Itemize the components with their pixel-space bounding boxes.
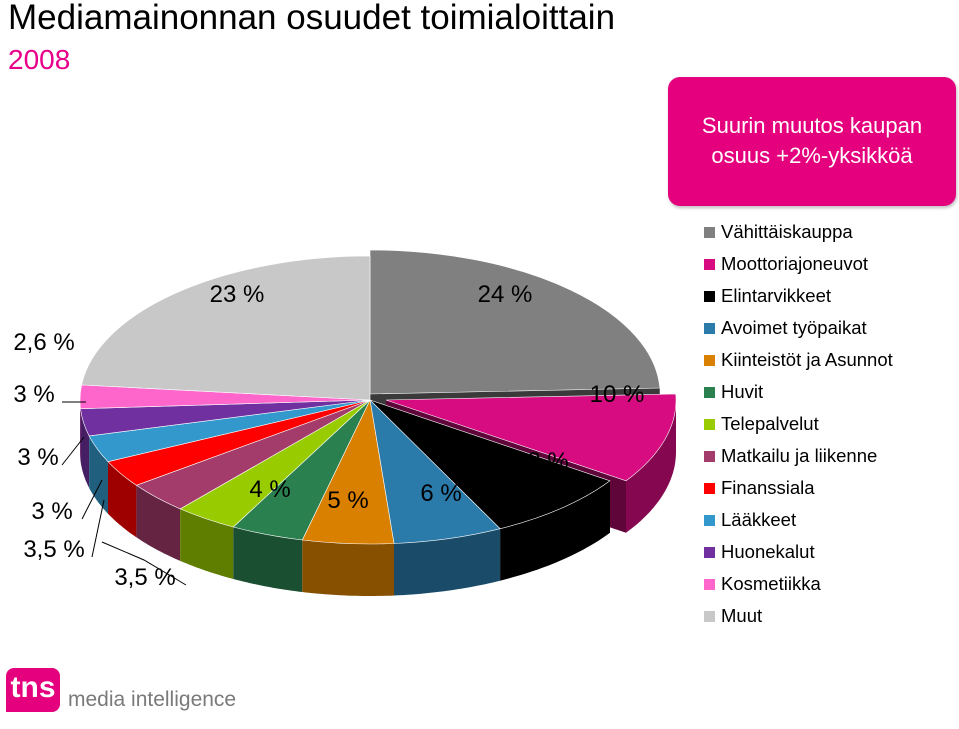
- legend-item: [704, 216, 893, 248]
- tns-logo-mark: tns: [6, 668, 60, 712]
- legend-swatch: [704, 579, 715, 590]
- page-title: Mediamainonnan osuudet toimialoittain: [8, 0, 616, 37]
- legend-label: Moottoriajoneuvot: [721, 253, 869, 274]
- legend-item: [704, 568, 893, 600]
- legend-label: Vähittäiskauppa: [721, 221, 853, 242]
- legend-swatch: [704, 483, 715, 494]
- legend-label: Telepalvelut: [721, 413, 819, 434]
- legend-swatch: [704, 387, 715, 398]
- legend-item: [704, 504, 893, 536]
- legend-item: [704, 440, 893, 472]
- legend-item: [704, 408, 893, 440]
- data-label-5: 4 %: [249, 476, 291, 503]
- data-label-0: 24 %: [477, 281, 533, 308]
- legend-label: Kosmetiikka: [721, 573, 821, 594]
- data-label-4: 5 %: [327, 487, 369, 514]
- legend-swatch: [704, 611, 715, 622]
- year-subtitle: 2008: [8, 44, 71, 75]
- legend-label: Kiinteistöt ja Asunnot: [721, 349, 893, 370]
- legend-swatch: [704, 547, 715, 558]
- legend-label: Avoimet työpaikat: [721, 317, 867, 338]
- data-label-9: 3 %: [17, 444, 59, 471]
- data-label-10: 3 %: [13, 381, 55, 408]
- legend-label: Matkailu ja liikenne: [721, 445, 878, 466]
- legend-swatch: [704, 419, 715, 430]
- pie-slice-v-hitt-iskauppa: [370, 250, 660, 394]
- legend-swatch: [704, 355, 715, 366]
- legend-item: [704, 344, 893, 376]
- callout-line-2: osuus +2%-yksikköä: [711, 143, 913, 168]
- legend-swatch: [704, 515, 715, 526]
- legend-swatch: [704, 227, 715, 238]
- data-label-3: 6 %: [420, 480, 462, 507]
- callout-line-1: Suurin muutos kaupan: [701, 113, 923, 138]
- legend-label: Elintarvikkeet: [721, 285, 832, 306]
- chart-legend: [704, 216, 893, 632]
- data-label-11: 2,6 %: [13, 329, 75, 356]
- pie-slice-muut: [82, 256, 370, 400]
- data-label-8: 3 %: [31, 498, 73, 525]
- pie-side-4: [302, 540, 394, 596]
- data-label-2: 8 %: [527, 448, 569, 475]
- legend-label: Huonekalut: [721, 541, 815, 562]
- tns-logo-text: media intelligence: [68, 688, 237, 711]
- legend-label: Muut: [721, 605, 763, 626]
- legend-swatch: [704, 451, 715, 462]
- legend-swatch: [704, 291, 715, 302]
- data-label-1: 10 %: [589, 381, 645, 408]
- legend-swatch: [704, 259, 715, 270]
- data-label-6: 3,5 %: [114, 564, 176, 591]
- legend-item: [704, 472, 893, 504]
- legend-item: [704, 280, 893, 312]
- leader-line-7: [92, 500, 104, 557]
- legend-item: [704, 600, 893, 632]
- legend-label: Huvit: [721, 381, 764, 402]
- legend-item: [704, 376, 893, 408]
- data-label-7: 3,5 %: [23, 536, 85, 563]
- legend-item: [704, 248, 893, 280]
- legend-item: [704, 536, 893, 568]
- legend-item: [704, 312, 893, 344]
- legend-label: Lääkkeet: [721, 509, 797, 530]
- data-label-12: 23 %: [209, 281, 265, 308]
- legend-label: Finanssiala: [721, 477, 815, 498]
- legend-swatch: [704, 323, 715, 334]
